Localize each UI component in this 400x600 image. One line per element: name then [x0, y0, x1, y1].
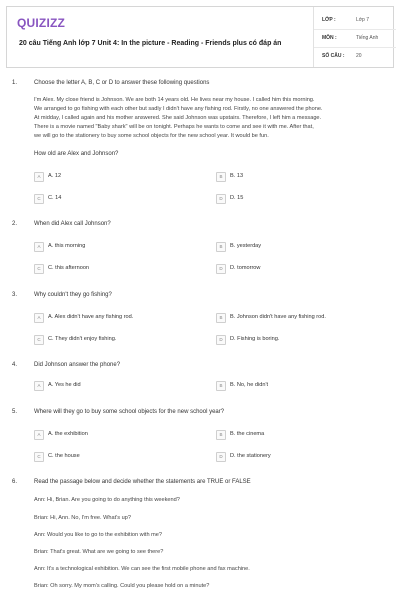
- option-text: A. this morning: [48, 243, 86, 249]
- meta-value: Tiếng Anh: [356, 35, 379, 41]
- option-d[interactable]: [216, 194, 366, 204]
- option-d[interactable]: [216, 452, 366, 462]
- question-number: 4.: [12, 362, 18, 368]
- option-letter: B: [216, 313, 226, 323]
- option-text: B. No, he didn't: [230, 382, 269, 388]
- option-text: D. Fishing is boring.: [230, 336, 280, 342]
- worksheet-header: [6, 6, 394, 68]
- option-text: A. Yes he did: [48, 382, 81, 388]
- meta-value: Lớp 7: [356, 17, 370, 23]
- option-letter: D: [216, 452, 226, 462]
- meta-row-class: [314, 11, 396, 30]
- option-text: A. 12: [48, 173, 62, 179]
- passage-line: We arranged to go fishing with each other but sadly I didn't have any fishing rod. Firstly, no one answered the phone.: [34, 106, 323, 112]
- option-letter: A: [34, 430, 44, 440]
- quizizz-logo[interactable]: QUIZIZZ: [17, 16, 66, 30]
- option-letter: B: [216, 430, 226, 440]
- meta-key: SỐ CÂU :: [322, 53, 345, 59]
- question-text: Why couldn't they go fishing?: [34, 292, 112, 298]
- passage-line: we will go to the stationery to buy some school objects for the new school year. It would be fun.: [34, 133, 269, 139]
- option-text: D. the stationery: [230, 453, 271, 459]
- option-b[interactable]: [216, 172, 366, 182]
- option-c[interactable]: [34, 194, 184, 204]
- option-text: B. yesterday: [230, 243, 262, 249]
- question-number: 2.: [12, 221, 18, 227]
- dialogue-line: Brian: That's great. What are we going to see there?: [34, 549, 164, 555]
- option-letter: D: [216, 335, 226, 345]
- option-a[interactable]: [34, 430, 184, 440]
- option-text: C. 14: [48, 195, 62, 201]
- option-letter: B: [216, 172, 226, 182]
- question-number: 6.: [12, 479, 18, 485]
- option-a[interactable]: [34, 381, 184, 391]
- option-text: D. 15: [230, 195, 244, 201]
- passage-line: There is a movie named "Baby shark" will be on tonight. Perhaps he wants to come and see it with me. After that,: [34, 124, 314, 130]
- dialogue-line: Brian: Oh sorry. My mom's calling. Could you please hold on a minute?: [34, 583, 210, 589]
- option-a[interactable]: [34, 172, 184, 182]
- option-text: A. the exhibition: [48, 431, 88, 437]
- passage-line: I'm Alex. My close friend is Johnson. We are both 14 years old. He lives near my house. I called him this morning.: [34, 97, 315, 103]
- dialogue-line: Brian: Hi, Ann. No, I'm free. What's up?: [34, 515, 131, 521]
- option-b[interactable]: [216, 242, 366, 252]
- option-text: B. 13: [230, 173, 244, 179]
- dialogue-line: Ann: Would you like to go to the exhibition with me?: [34, 532, 163, 538]
- option-d[interactable]: [216, 264, 366, 274]
- option-text: A. Alex didn't have any fishing rod.: [48, 314, 134, 320]
- meta-key: MÔN :: [322, 35, 337, 41]
- question-number: 3.: [12, 292, 18, 298]
- option-letter: C: [34, 452, 44, 462]
- reading-passage: [34, 96, 384, 141]
- option-b[interactable]: [216, 430, 366, 440]
- option-a[interactable]: [34, 242, 184, 252]
- meta-key: LỚP :: [322, 17, 336, 23]
- meta-table: [313, 7, 396, 67]
- option-c[interactable]: [34, 452, 184, 462]
- question-text: Did Johnson answer the phone?: [34, 362, 121, 368]
- passage-line: At midday, I called again and his mother answered. She said Johnson was upstairs. Therefore, I left him a message.: [34, 115, 322, 121]
- question-instruction: Choose the letter A, B, C or D to answer these following questions: [34, 80, 210, 86]
- dialogue-line: Ann: Hi, Brian. Are you going to do anything this weekend?: [34, 497, 180, 503]
- question-instruction: Read the passage below and decide whether the statements are TRUE or FALSE: [34, 479, 251, 485]
- option-letter: A: [34, 381, 44, 391]
- option-text: B. Johnson didn't have any fishing rod.: [230, 314, 326, 320]
- option-text: C. this afternoon: [48, 265, 90, 271]
- option-letter: A: [34, 172, 44, 182]
- option-letter: C: [34, 335, 44, 345]
- question-number: 5.: [12, 409, 18, 415]
- option-letter: B: [216, 381, 226, 391]
- option-text: B. the cinema: [230, 431, 265, 437]
- dialogue-line: Ann: It's a technological exhibition. We can see the first mobile phone and fax machine.: [34, 566, 250, 572]
- option-d[interactable]: [216, 335, 366, 345]
- meta-value: 20: [356, 53, 362, 59]
- option-c[interactable]: [34, 264, 184, 274]
- question-text: Where will they go to buy some school objects for the new school year?: [34, 409, 225, 415]
- option-a[interactable]: [34, 313, 184, 323]
- meta-row-count: [314, 47, 396, 65]
- option-letter: D: [216, 194, 226, 204]
- option-text: C. the house: [48, 453, 80, 459]
- option-letter: D: [216, 264, 226, 274]
- question-text: When did Alex call Johnson?: [34, 221, 111, 227]
- meta-row-subject: [314, 29, 396, 48]
- option-letter: A: [34, 313, 44, 323]
- option-text: D. tomorrow: [230, 265, 261, 271]
- option-b[interactable]: [216, 313, 366, 323]
- document-title: 20 câu Tiếng Anh lớp 7 Unit 4: In the picture - Reading - Friends plus có đáp án: [19, 40, 282, 47]
- question-number: 1.: [12, 80, 18, 86]
- option-letter: A: [34, 242, 44, 252]
- question-text: How old are Alex and Johnson?: [34, 151, 119, 157]
- option-letter: B: [216, 242, 226, 252]
- option-letter: C: [34, 194, 44, 204]
- option-text: C. They didn't enjoy fishing.: [48, 336, 117, 342]
- option-b[interactable]: [216, 381, 366, 391]
- option-c[interactable]: [34, 335, 184, 345]
- option-letter: C: [34, 264, 44, 274]
